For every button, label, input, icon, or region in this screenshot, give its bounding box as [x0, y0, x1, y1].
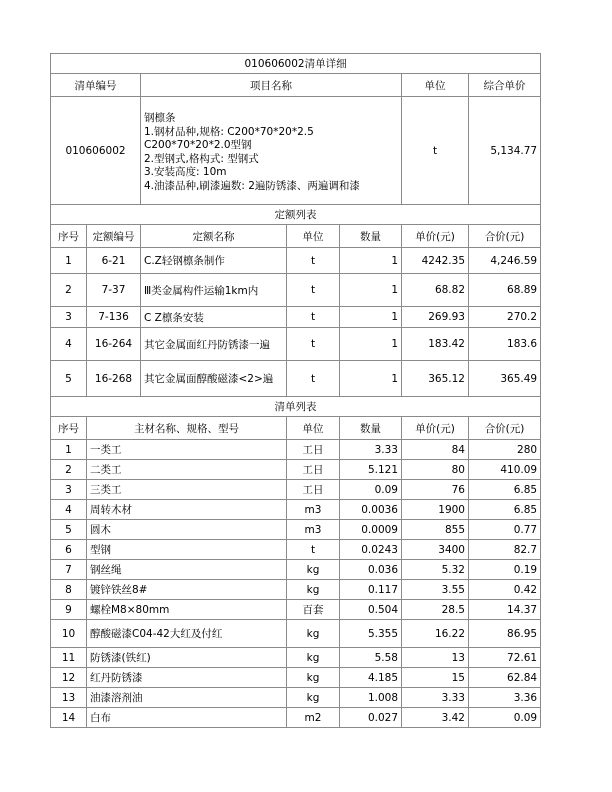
quota-seq: 4	[51, 328, 87, 361]
material-qty-header: 数量	[340, 417, 402, 440]
material-row	[51, 560, 541, 580]
bill-code: 010606002	[51, 97, 141, 205]
quota-unit: t	[287, 248, 340, 274]
quota-qty: 1	[340, 361, 402, 397]
material-price: 16.22	[402, 620, 469, 648]
material-name: 钢丝绳	[87, 560, 287, 580]
material-unit: m3	[287, 500, 340, 520]
material-seq: 9	[51, 600, 87, 620]
material-price: 76	[402, 480, 469, 500]
material-qty: 0.027	[340, 708, 402, 728]
material-seq: 2	[51, 460, 87, 480]
quota-unit: t	[287, 361, 340, 397]
material-unit: t	[287, 540, 340, 560]
material-price-header: 单价(元)	[402, 417, 469, 440]
material-section-row	[51, 397, 541, 417]
quota-section-title: 定额列表	[51, 205, 541, 225]
material-total: 82.7	[469, 540, 541, 560]
material-total: 0.09	[469, 708, 541, 728]
material-qty: 5.121	[340, 460, 402, 480]
material-total: 410.09	[469, 460, 541, 480]
bill-code-header: 清单编号	[51, 74, 141, 97]
material-total: 6.85	[469, 480, 541, 500]
material-name: 型钢	[87, 540, 287, 560]
material-total: 0.19	[469, 560, 541, 580]
quota-row	[51, 307, 541, 328]
material-price: 28.5	[402, 600, 469, 620]
material-total: 6.85	[469, 500, 541, 520]
description-line: 3.安装高度: 10m	[144, 166, 227, 178]
quota-price: 183.42	[402, 328, 469, 361]
material-seq: 11	[51, 648, 87, 668]
quota-total: 270.2	[469, 307, 541, 328]
material-row	[51, 500, 541, 520]
material-qty: 0.09	[340, 480, 402, 500]
material-total-header: 合价(元)	[469, 417, 541, 440]
description-line: 1.钢材品种,规格: C200*70*20*2.5	[144, 125, 314, 138]
quota-total: 183.6	[469, 328, 541, 361]
material-total: 3.36	[469, 688, 541, 708]
material-row	[51, 620, 541, 648]
quota-section-row	[51, 205, 541, 225]
material-name: 红丹防锈漆	[87, 668, 287, 688]
quota-total: 68.89	[469, 274, 541, 307]
quota-code: 7-136	[87, 307, 141, 328]
quota-seq-header: 序号	[51, 225, 87, 248]
material-qty: 0.0243	[340, 540, 402, 560]
quota-name: C Z檩条安装	[141, 307, 287, 328]
material-price: 1900	[402, 500, 469, 520]
bill-description	[141, 97, 402, 205]
quota-unit: t	[287, 307, 340, 328]
material-price: 15	[402, 668, 469, 688]
material-qty: 0.0036	[340, 500, 402, 520]
material-name: 白布	[87, 708, 287, 728]
material-unit: 工日	[287, 460, 340, 480]
material-seq: 4	[51, 500, 87, 520]
material-seq-header: 序号	[51, 417, 87, 440]
material-row	[51, 580, 541, 600]
material-total: 72.61	[469, 648, 541, 668]
material-unit: m2	[287, 708, 340, 728]
quota-row	[51, 274, 541, 307]
material-name-header: 主材名称、规格、型号	[87, 417, 287, 440]
quota-price: 4242.35	[402, 248, 469, 274]
quota-header-row	[51, 225, 541, 248]
quota-qty-header: 数量	[340, 225, 402, 248]
quota-qty: 1	[340, 307, 402, 328]
quota-name: Ⅲ类金属构件运输1km内	[141, 274, 287, 307]
material-unit: kg	[287, 648, 340, 668]
material-price: 5.32	[402, 560, 469, 580]
material-seq: 1	[51, 440, 87, 460]
material-row	[51, 648, 541, 668]
material-qty: 4.185	[340, 668, 402, 688]
bill-unit-price-header: 综合单价	[469, 74, 541, 97]
quota-seq: 3	[51, 307, 87, 328]
bill-header-row	[51, 74, 541, 97]
material-qty: 0.117	[340, 580, 402, 600]
material-qty: 0.0009	[340, 520, 402, 540]
quota-price: 365.12	[402, 361, 469, 397]
material-name: 醇酸磁漆C04-42大红及付红	[87, 620, 287, 648]
material-seq: 10	[51, 620, 87, 648]
material-name: 圆木	[87, 520, 287, 540]
quota-total-header: 合价(元)	[469, 225, 541, 248]
material-name: 周转木材	[87, 500, 287, 520]
material-price: 3.33	[402, 688, 469, 708]
material-row	[51, 480, 541, 500]
quota-seq: 5	[51, 361, 87, 397]
quota-price: 269.93	[402, 307, 469, 328]
material-total: 280	[469, 440, 541, 460]
quota-name-header: 定额名称	[141, 225, 287, 248]
quota-seq: 2	[51, 274, 87, 307]
description-line: C200*70*20*2.0型钢	[144, 139, 252, 151]
material-total: 14.37	[469, 600, 541, 620]
title-row	[51, 54, 541, 74]
material-seq: 5	[51, 520, 87, 540]
bill-unit-header: 单位	[402, 74, 469, 97]
quota-qty: 1	[340, 274, 402, 307]
material-qty: 5.58	[340, 648, 402, 668]
material-unit: 工日	[287, 440, 340, 460]
material-section-title: 清单列表	[51, 397, 541, 417]
bill-unit: t	[402, 97, 469, 205]
material-price: 3400	[402, 540, 469, 560]
bill-name-header: 项目名称	[141, 74, 402, 97]
material-price: 13	[402, 648, 469, 668]
material-name: 防锈漆(铁红)	[87, 648, 287, 668]
material-unit: kg	[287, 688, 340, 708]
description-line: 2.型钢式,格构式: 型钢式	[144, 152, 259, 165]
quota-unit-header: 单位	[287, 225, 340, 248]
material-row	[51, 440, 541, 460]
quota-code: 7-37	[87, 274, 141, 307]
material-unit: 工日	[287, 480, 340, 500]
quota-unit: t	[287, 274, 340, 307]
description-line: 4.油漆品种,刷漆遍数: 2遍防锈漆、两遍调和漆	[144, 179, 360, 192]
quota-unit: t	[287, 328, 340, 361]
material-row	[51, 600, 541, 620]
quota-row	[51, 248, 541, 274]
material-unit: kg	[287, 620, 340, 648]
material-seq: 6	[51, 540, 87, 560]
material-name: 二类工	[87, 460, 287, 480]
material-total: 0.77	[469, 520, 541, 540]
material-seq: 12	[51, 668, 87, 688]
material-row	[51, 460, 541, 480]
quota-total: 4,246.59	[469, 248, 541, 274]
material-name: 一类工	[87, 440, 287, 460]
material-header-row	[51, 417, 541, 440]
material-seq: 7	[51, 560, 87, 580]
bill-unit-price: 5,134.77	[469, 97, 541, 205]
quota-row	[51, 328, 541, 361]
material-qty: 5.355	[340, 620, 402, 648]
material-unit-header: 单位	[287, 417, 340, 440]
material-unit: kg	[287, 560, 340, 580]
material-name: 油漆溶剂油	[87, 688, 287, 708]
material-row	[51, 688, 541, 708]
material-price: 84	[402, 440, 469, 460]
quota-code: 16-264	[87, 328, 141, 361]
material-total: 86.95	[469, 620, 541, 648]
quota-price-header: 单价(元)	[402, 225, 469, 248]
quota-name: 其它金属面醇酸磁漆<2>遍	[141, 361, 287, 397]
material-price: 80	[402, 460, 469, 480]
material-row	[51, 520, 541, 540]
material-row	[51, 540, 541, 560]
quota-total: 365.49	[469, 361, 541, 397]
quota-price: 68.82	[402, 274, 469, 307]
material-seq: 14	[51, 708, 87, 728]
material-price: 855	[402, 520, 469, 540]
quota-qty: 1	[340, 328, 402, 361]
material-qty: 3.33	[340, 440, 402, 460]
page-title: 010606002清单详细	[51, 54, 541, 74]
material-price: 3.42	[402, 708, 469, 728]
material-seq: 3	[51, 480, 87, 500]
material-unit: kg	[287, 668, 340, 688]
quota-seq: 1	[51, 248, 87, 274]
material-qty: 0.504	[340, 600, 402, 620]
quota-code: 6-21	[87, 248, 141, 274]
material-name: 三类工	[87, 480, 287, 500]
material-total: 0.42	[469, 580, 541, 600]
material-unit: 百套	[287, 600, 340, 620]
quota-code: 16-268	[87, 361, 141, 397]
material-qty: 0.036	[340, 560, 402, 580]
material-name: 螺栓M8×80mm	[87, 600, 287, 620]
description-line: 钢檩条	[144, 112, 176, 124]
quota-qty: 1	[340, 248, 402, 274]
material-total: 62.84	[469, 668, 541, 688]
material-row	[51, 668, 541, 688]
quota-row	[51, 361, 541, 397]
quota-name: C.Z轻钢檩条制作	[141, 248, 287, 274]
material-seq: 13	[51, 688, 87, 708]
material-unit: m3	[287, 520, 340, 540]
material-row	[51, 708, 541, 728]
material-qty: 1.008	[340, 688, 402, 708]
bill-row	[51, 97, 541, 205]
material-seq: 8	[51, 580, 87, 600]
material-name: 镀锌铁丝8#	[87, 580, 287, 600]
quota-code-header: 定额编号	[87, 225, 141, 248]
quota-name: 其它金属面红丹防锈漆一遍	[141, 328, 287, 361]
material-price: 3.55	[402, 580, 469, 600]
bill-detail-table	[50, 53, 541, 728]
material-unit: kg	[287, 580, 340, 600]
